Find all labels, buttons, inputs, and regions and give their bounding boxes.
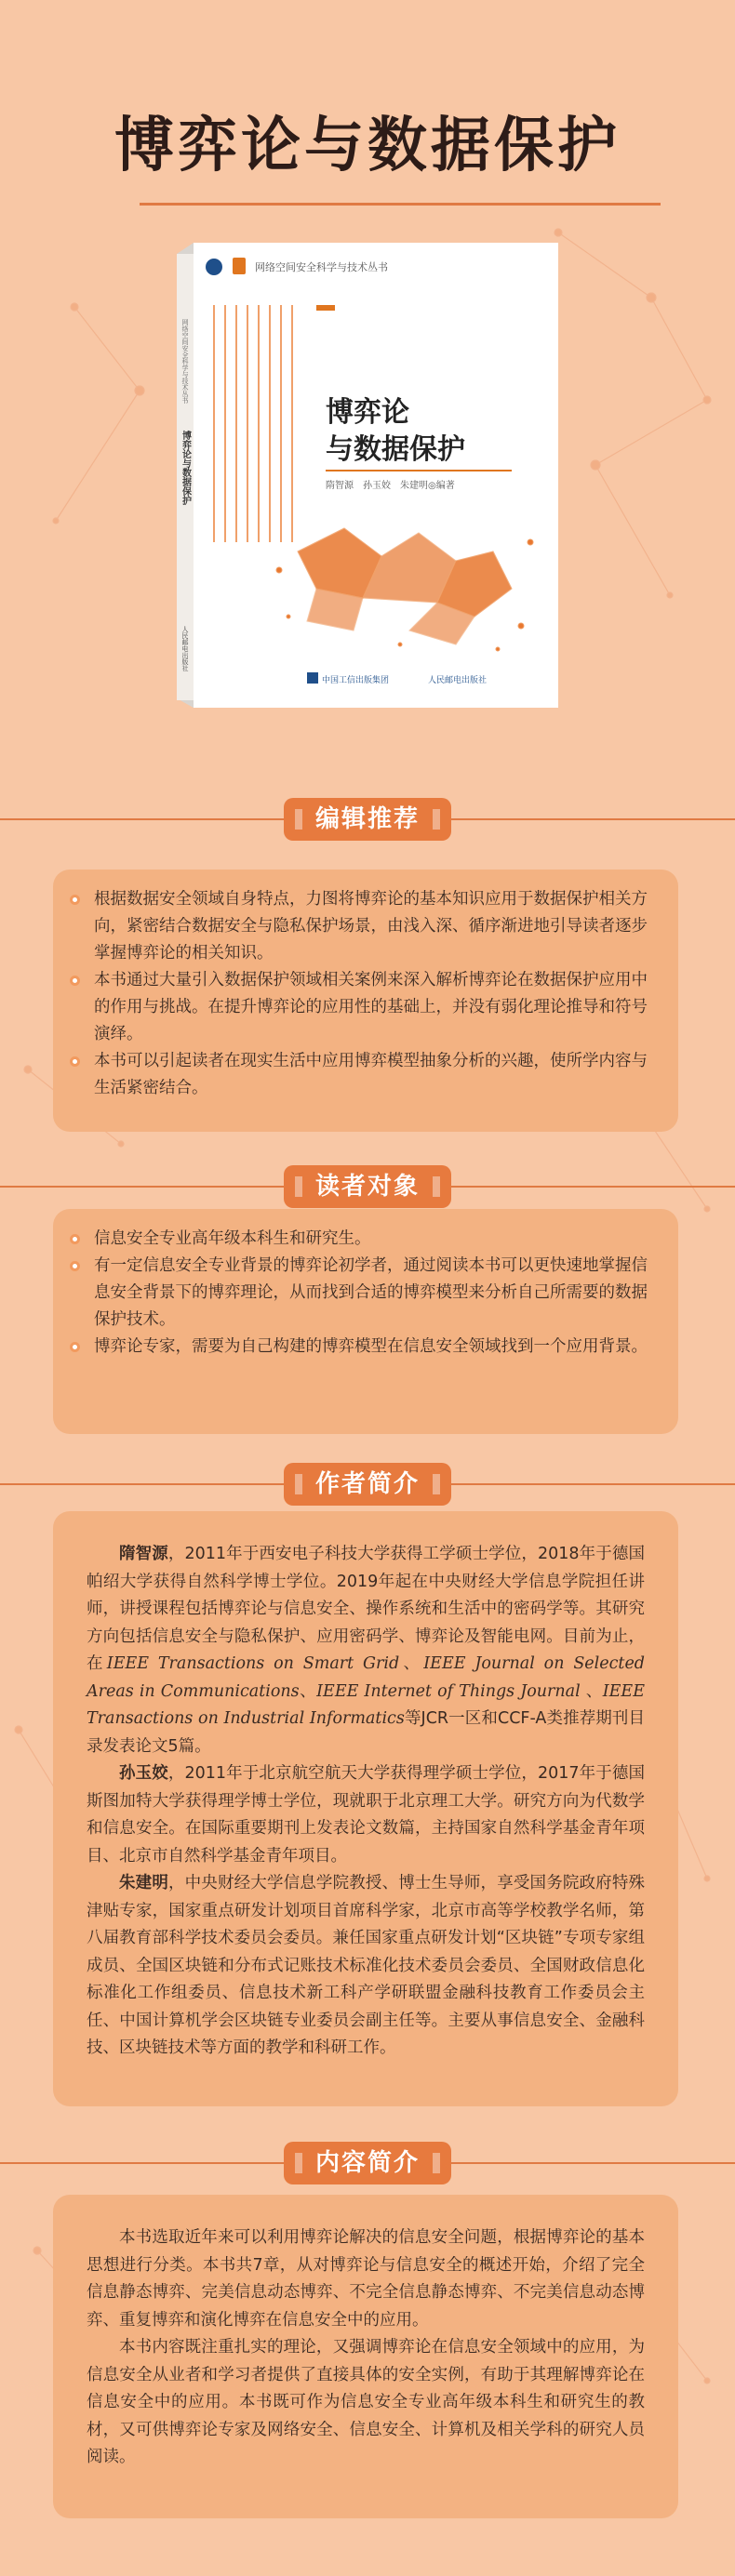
separator: 、 (299, 1681, 317, 1701)
editor-recommendation-list (53, 870, 678, 1119)
bio-text: ，2011年于北京航空航天大学获得理学硕士学位，2017年于德国斯图加特大学获得理学博士学位，现就职于北京理工大学。研究方向为代数学和信息安全。在国际重要期刊上发表论文数篇，主持国家自然科学基金青年项目、北京市自然科学基金青年项目。 (87, 1764, 646, 1866)
spine-series: 网络空间安全科学与技术丛书 (181, 319, 189, 404)
section-badge-editor: 编辑推荐 (284, 798, 451, 841)
list-item: 博弈论专家，需要为自己构建的博弈模型在信息安全领域找到一个应用背景。 (94, 1334, 660, 1361)
author-bio-sun (87, 1760, 645, 1870)
author-name: 朱建明 (119, 1874, 168, 1892)
list-item: 本书通过大量引入数据保护领域相关案例来深入解析博弈论在数据保护应用中的作用与挑战。在提升博弈论的应用性的基础上，并没有弱化理论推导和符号演绎。 (94, 967, 660, 1048)
list-item: 本书可以引起读者在现实生活中应用博弈模型抽象分析的兴趣，使所学内容与生活紧密结合。 (94, 1048, 660, 1102)
authors-text (53, 1511, 678, 2085)
list-item: 信息安全专业高年级本科生和研究生。 (94, 1226, 660, 1253)
journal-name: IEEE Journal on Selected Areas in Communications (87, 1654, 646, 1701)
series-logo (206, 259, 222, 275)
title-underline (140, 203, 661, 206)
spine-title: 博弈论与数据保护 (180, 431, 191, 505)
spine-publisher: 人民邮电出版社 (181, 626, 189, 671)
separator: 、 (399, 1654, 424, 1673)
page-title: 博弈论与数据保护 (114, 111, 621, 180)
cover-logo-right: 人民邮电出版社 (428, 676, 488, 685)
separator: 、 (580, 1681, 603, 1701)
readers-panel (53, 1209, 678, 1434)
bio-text: ，中央财经大学信息学院教授、博士生导师，享受国务院政府特殊津贴专家，国家重点研发计划项目首席科学家，北京市高等学校教学名师，第八届教育部科学技术委员会委员。兼任国家重点研发计划“区块链”专项专家组成员、全国区块链和分布式记账技术标准化技术委员会委员、全国财政信息化标准化工作组委员、信息技术新工科产学研联盟金融科技教育工作委员会主任、中国计算机学会区块链专业委员会副主任等。主要从事信息安全、金融科技、区块链技术等方面的教学和科研工作。 (87, 1874, 645, 2057)
cover-series: 网络空间安全科学与技术丛书 (255, 261, 388, 273)
journal-name: IEEE Internet of Things Journal (316, 1681, 581, 1701)
author-name: 孙玉姣 (119, 1764, 168, 1783)
author-name: 隋智源 (119, 1545, 168, 1563)
list-item: 根据数据安全领域自身特点，力图将博弈论的基本知识应用于数据保护相关方向，紧密结合数据安全与隐私保护场景，由浅入深、循序渐进地引导读者逐步掌握博弈论的相关知识。 (94, 886, 660, 967)
author-bio-sui (87, 1541, 645, 1760)
journal-name: IEEE Transactions on Smart Grid (106, 1654, 400, 1673)
content-paragraph: 本书内容既注重扎实的理论，又强调博弈论在信息安全领域中的应用，为信息安全从业者和学习者提供了直接具体的安全实例，有助于其理解博弈论在信息安全中的应用。本书既可作为信息安全专业高年级本科生和研究生的教材，又可供博弈论专家及网络安全、信息安全、计算机及相关学科的研究人员阅读。 (87, 2338, 645, 2466)
section-badge-authors: 作者简介 (284, 1463, 451, 1506)
section-badge-readers: 读者对象 (284, 1165, 451, 1208)
bio-text: 等JCR一区和CCF-A类推荐期刊目录发表论文5篇。 (87, 1709, 645, 1756)
section-badge-content: 内容简介 (284, 2142, 451, 2184)
publisher-badge (233, 258, 246, 274)
cover-logo-mark (307, 672, 318, 684)
bio-text: ，2011年于西安电子科技大学获得工学硕士学位，2018年于德国帕绍大学获得自然科学博士学位。2019年起在中央财经大学信息学院担任讲师，讲授课程包括博弈论与信息安全、操作系统和生活中的密码学等。其研究方向包括信息安全与隐私保护、应用密码学、博弈论及智能电网。目前为止，在 (87, 1545, 646, 1673)
readers-list (53, 1209, 678, 1377)
cover-logo-left: 中国工信出版集团 (322, 676, 390, 685)
cover-authors: 隋智源 孙玉姣 朱建明◎编著 (326, 481, 455, 491)
journal-name: IEEE Transactions on Industrial Informatics (87, 1681, 645, 1728)
content-panel (53, 2195, 678, 2518)
cover-title-line1: 博弈论 (326, 396, 409, 429)
book-cover (177, 235, 558, 710)
content-paragraph: 本书选取近年来可以利用博弈论解决的信息安全问题，根据博弈论的基本思想进行分类。本书共7章，从对博弈论与信息安全的概述开始，介绍了完全信息静态博弈、完美信息动态博弈、不完全信息静态博弈、不完美信息动态博弈、重复博弈和演化博弈在信息安全中的应用。 (87, 2228, 645, 2330)
list-item: 有一定信息安全专业背景的博弈论初学者，通过阅读本书可以更快速地掌握信息安全背景下的博弈理论，从而找到合适的博弈模型来分析自己所需要的数据保护技术。 (94, 1253, 660, 1334)
editor-recommendation-panel (53, 870, 678, 1132)
authors-panel (53, 1511, 678, 2106)
cover-title-line2: 与数据保护 (326, 433, 465, 466)
content-text (53, 2195, 678, 2494)
author-bio-zhu (87, 1870, 645, 2063)
